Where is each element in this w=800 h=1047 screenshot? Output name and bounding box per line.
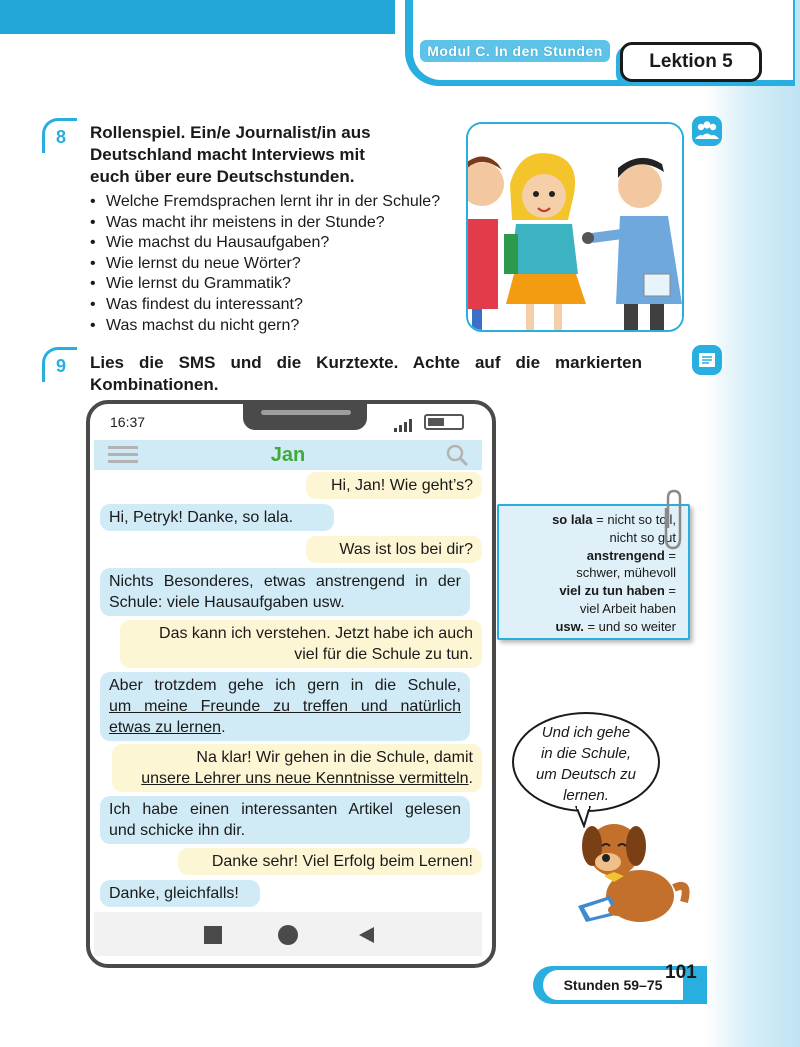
chat-contact-name: Jan — [270, 444, 306, 466]
signal-icon — [394, 418, 418, 432]
paperclip-icon — [660, 488, 686, 552]
note-line: anstrengend = — [586, 547, 676, 563]
interview-illustration — [466, 122, 684, 332]
chat-message-incoming: Nichts Besonderes, etwas anstrengend in der Schule: viele Hausaufgaben usw. — [100, 568, 470, 616]
dog-reading-illustration — [568, 810, 690, 928]
page-number: 101 — [665, 962, 697, 983]
task-8-title-line: euch über eure Deutschstunden. — [90, 167, 355, 186]
recent-apps-icon[interactable] — [204, 926, 222, 944]
interview-scene-drawing — [468, 124, 682, 330]
page-edge-gradient — [705, 0, 800, 1047]
question-item: • Wie lernst du neue Wörter? — [88, 254, 440, 275]
task-9-title-line: Kombinationen. — [90, 375, 219, 394]
phone-nav-bar — [94, 912, 482, 956]
speech-line: in die Schule, — [540, 745, 632, 762]
chat-message-outgoing: Was ist los bei dir? — [306, 536, 482, 563]
question-item: • Was macht ihr meistens in der Stunde? — [88, 213, 440, 234]
speech-line: Und ich gehe — [541, 724, 631, 741]
chat-header — [94, 440, 482, 470]
task-8-title-line: Rollenspiel. Ein/e Journalist/in aus — [90, 123, 371, 142]
battery-icon — [424, 414, 464, 430]
task-8-title-line: Deutschland macht Interviews mit — [90, 145, 365, 164]
interview-questions — [88, 192, 440, 336]
lektion-label: Lektion 5 — [620, 42, 762, 82]
chat-message-incoming: Danke, gleichfalls! — [100, 880, 260, 907]
stunden-label: Stunden 59–75 — [543, 970, 683, 1000]
highlighted-phrase: um meine Freunde zu treffen und natürlich — [109, 698, 461, 715]
dog-speech-bubble — [512, 712, 660, 812]
note-line: viel Arbeit haben — [579, 600, 676, 616]
chat-message-incoming: Ich habe einen interessanten Artikel gelesen und schicke ihn dir. — [100, 796, 470, 844]
chat-message-incoming: Hi, Petryk! Danke, so lala. — [100, 504, 334, 531]
highlighted-phrase: etwas zu lernen — [109, 719, 222, 736]
chat-message-outgoing: Hi, Jan! Wie geht’s? — [306, 472, 482, 499]
task-9-number: 9 — [42, 347, 77, 382]
note-line: so lala = nicht so toll, — [552, 512, 676, 527]
question-item: • Wie lernst du Grammatik? — [88, 274, 440, 295]
top-color-bar — [0, 0, 395, 34]
home-icon[interactable] — [278, 925, 298, 945]
task-8-title — [90, 122, 371, 188]
notebook-icon — [692, 345, 722, 375]
back-icon[interactable] — [356, 925, 376, 945]
modul-label: Modul C. In den Stunden — [420, 40, 610, 62]
chat-message-incoming: Aber trotzdem gehe ich gern in die Schule, um meine Freunde zu treffen und natürlich etwas zu lernen. — [100, 672, 470, 741]
chat-message-outgoing: Das kann ich verstehen. Jetzt habe ich auch viel für die Schule zu tun. — [120, 620, 482, 668]
note-line: usw. = und so weiter — [555, 618, 676, 634]
header-tab — [395, 0, 800, 100]
speech-line: lernen. — [563, 787, 609, 804]
note-line: schwer, mühevoll — [576, 565, 676, 581]
phone-mockup — [86, 400, 496, 968]
note-line: nicht so gut — [609, 529, 676, 545]
question-item: • Welche Fremdsprachen lernt ihr in der Schule? — [88, 192, 440, 213]
task-9-title-line: Lies die SMS und die Kurztexte. Achte auf die markierten — [90, 353, 642, 372]
speech-line: um Deutsch zu — [535, 766, 637, 783]
task-8-number: 8 — [42, 118, 77, 153]
chat-message-outgoing: Na klar! Wir gehen in die Schule, damit unsere Lehrer uns neue Kenntnisse vermitteln. — [112, 744, 482, 792]
note-line: viel zu tun haben = — [559, 583, 676, 599]
question-item: • Was findest du interessant? — [88, 295, 440, 316]
task-9-title — [90, 352, 642, 396]
highlighted-phrase: unsere Lehrer uns neue Kenntnisse vermitteln — [141, 770, 469, 787]
question-item: • Was machst du nicht gern? — [88, 316, 440, 337]
search-icon[interactable] — [444, 442, 470, 468]
chat-message-outgoing: Danke sehr! Viel Erfolg beim Lernen! — [178, 848, 482, 875]
status-time: 16:37 — [110, 414, 146, 430]
group-icon — [692, 116, 722, 146]
phone-notch — [243, 400, 367, 430]
question-item: • Wie machst du Hausaufgaben? — [88, 233, 440, 254]
